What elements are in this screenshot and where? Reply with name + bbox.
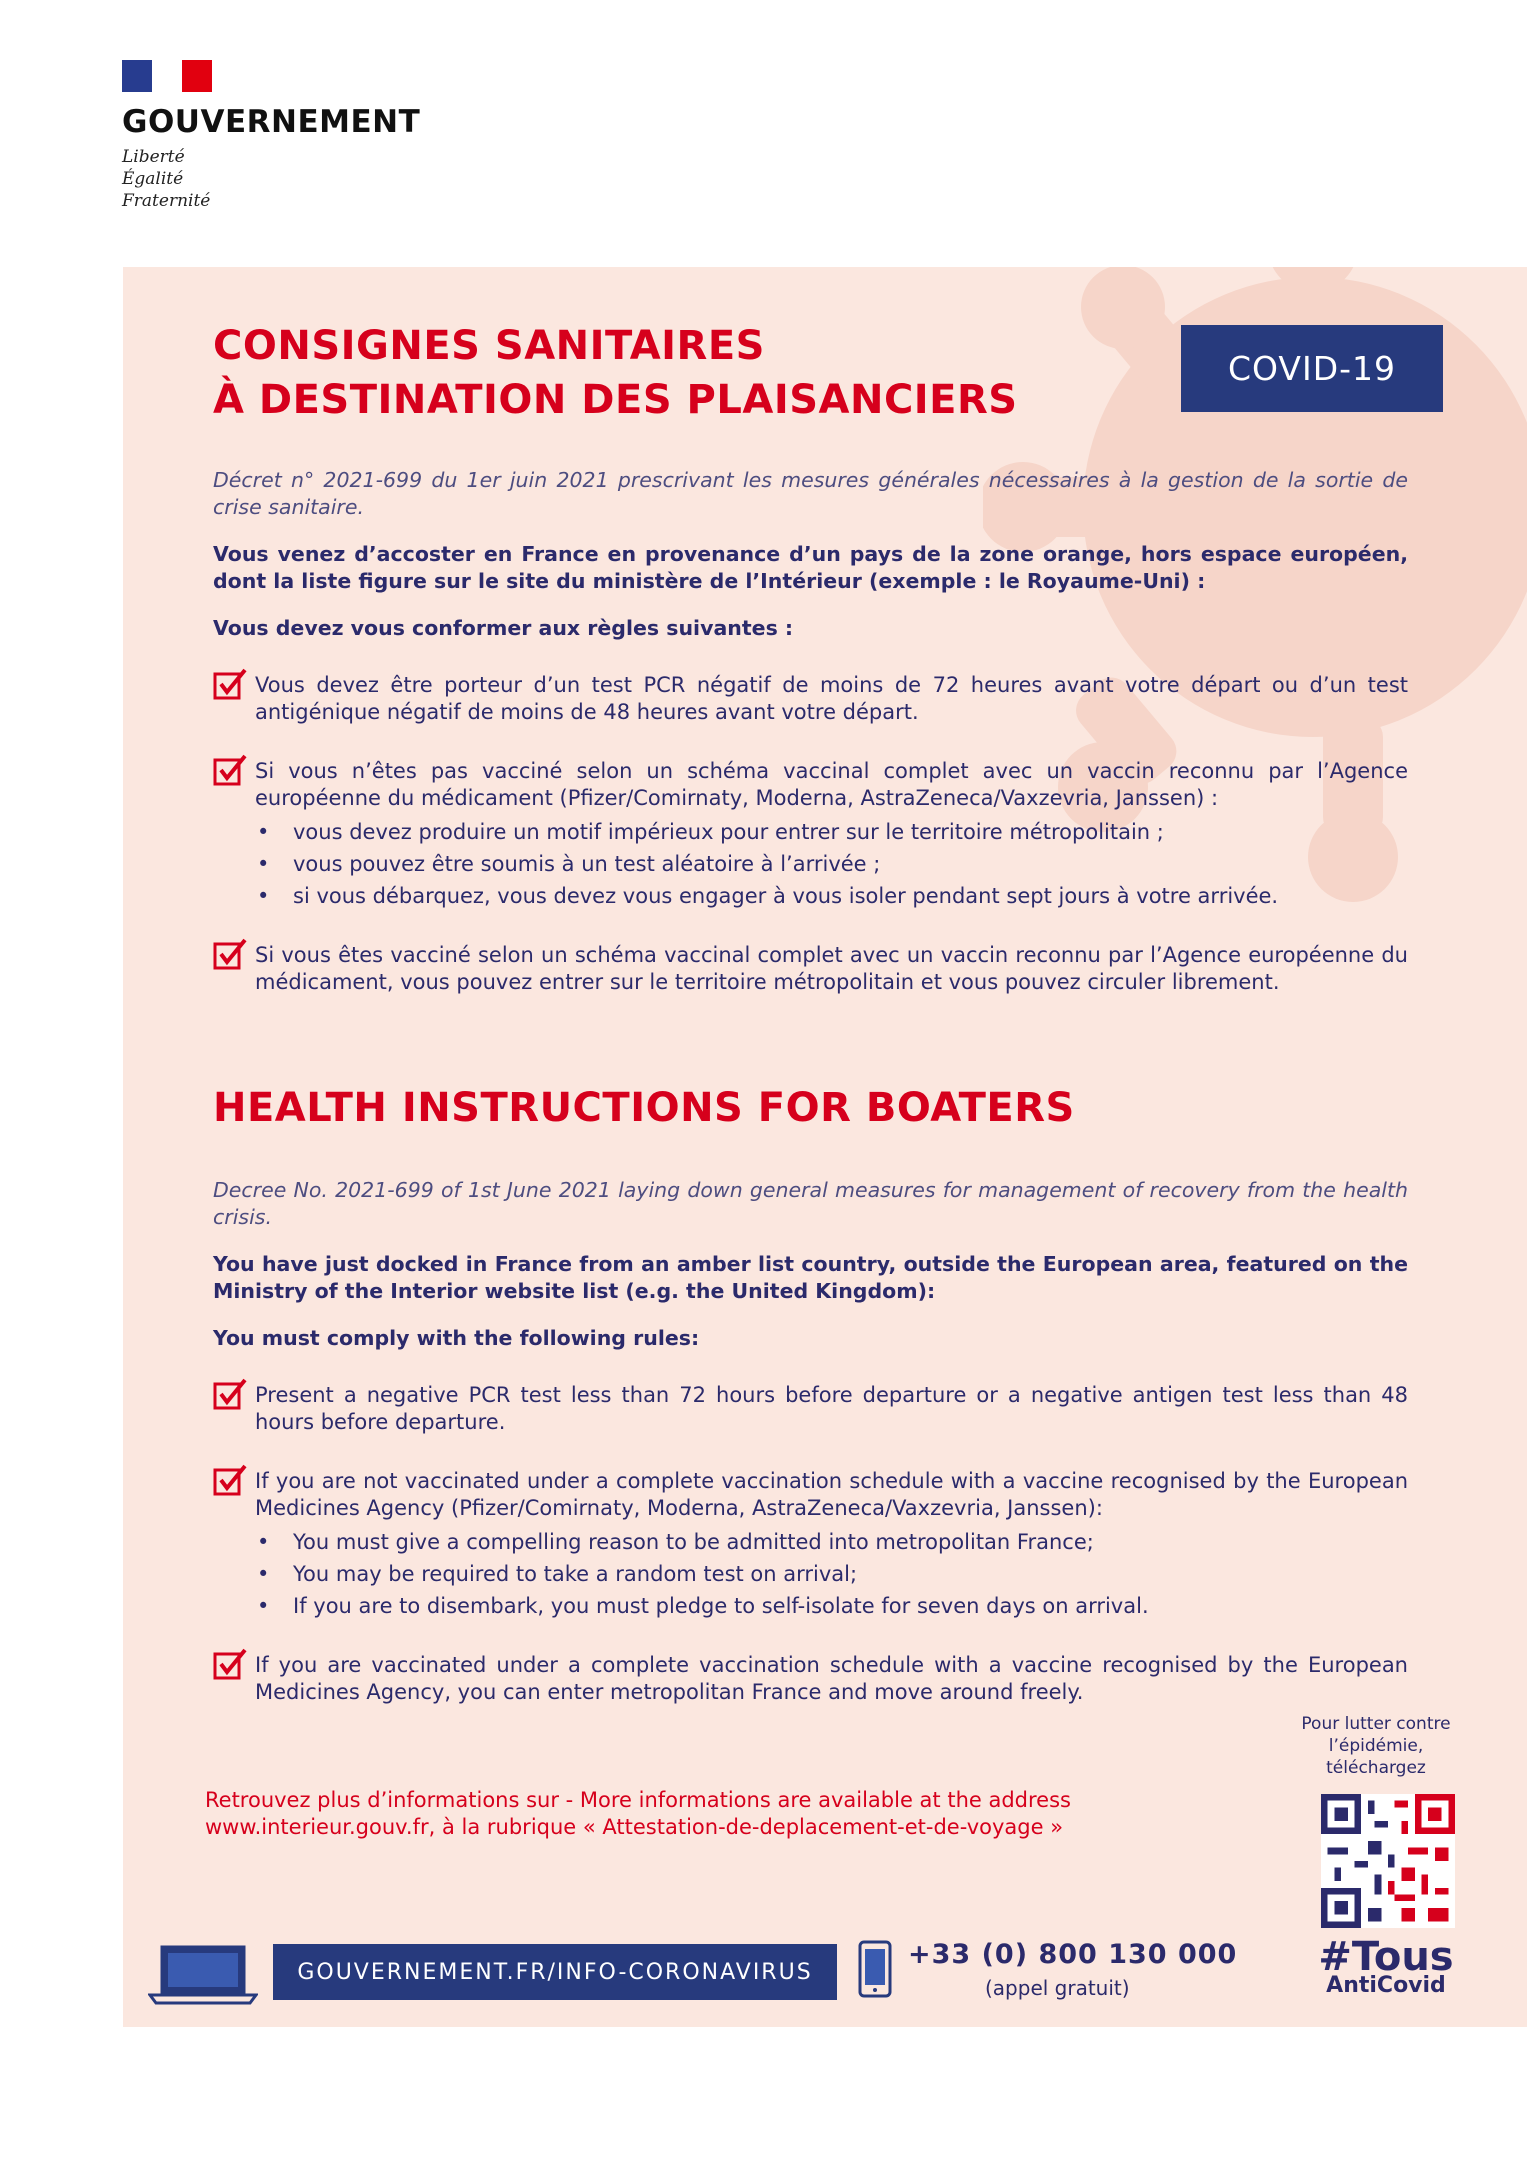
website-link[interactable]: GOUVERNEMENT.FR/INFO-CORONAVIRUS [273, 1944, 837, 2000]
motto-line: Égalité [122, 169, 184, 189]
rule-item [213, 1468, 1408, 1622]
rule-item [213, 942, 1408, 996]
title-fr-line: À DESTINATION DES PLAISANCIERS [213, 377, 1018, 423]
rules-intro-en: You must comply with the following rules: [213, 1326, 700, 1350]
more-info-link[interactable]: www.interieur.gouv.fr, à la rubrique « Attestation-de-deplacement-et-de-voyage » [205, 1815, 1064, 1839]
more-info [205, 1787, 1071, 1841]
bullet-item: • si vous débarquez, vous devez vous engager à vous isoler pendant sept jours à votre arrivée. [255, 880, 1408, 912]
title-fr-line: CONSIGNES SANITAIRES [213, 323, 765, 369]
download-prompt [1301, 1713, 1451, 1779]
motto-line: Fraternité [122, 191, 211, 211]
decree-fr: Décret n° 2021-699 du 1er juin 2021 prescrivant les mesures générales nécessaires à la gestion de la sortie de crise sanitaire. [213, 468, 1408, 519]
tous-logo-text: #Tous [1318, 1934, 1454, 1980]
marianne-flag-icon [122, 60, 212, 92]
motto-line: Liberté [122, 147, 185, 167]
checkbox-checked-icon [213, 1378, 247, 1410]
download-line: Pour lutter contre [1301, 1714, 1451, 1734]
checkbox-checked-icon [213, 668, 247, 700]
lead-fr: Vous venez d’accoster en France en provenance d’un pays de la zone orange, hors espace européen, dont la liste figure sur le site du ministère de l’Intérieur (exemple : le Royaume-Uni) : [213, 542, 1408, 593]
checkbox-checked-icon [213, 1648, 247, 1680]
gov-title: GOUVERNEMENT [122, 104, 421, 140]
en-section [213, 1177, 1408, 1706]
rule-text: Vous devez être porteur d’un test PCR négatif de moins de 72 heures avant votre départ ou d’un test antigénique négatif de moins de 48 heures avant votre départ. [255, 673, 1408, 724]
rule-text: Si vous n’êtes pas vacciné selon un schéma vaccinal complet avec un vaccin reconnu par l’Agence européenne du médicament (Pfizer/Comirnaty, Moderna, AstraZeneca/Vaxzevria, Janssen) : [255, 759, 1408, 810]
more-info-line: Retrouvez plus d’informations sur - More informations are available at the address [205, 1788, 1071, 1812]
rule-text: If you are not vaccinated under a complete vaccination schedule with a vaccine recognised by the European Medicines Agency (Pfizer/Comirnaty, Moderna, AstraZeneca/Vaxzevria, Janssen): [255, 1469, 1408, 1520]
phone-icon [858, 1940, 892, 1998]
bullet-item: • vous devez produire un motif impérieux pour entrer sur le territoire métropolitain ; [255, 816, 1408, 848]
info-panel [123, 267, 1527, 2027]
rule-item [213, 1382, 1408, 1436]
phone-number[interactable]: +33 (0) 800 130 000 [908, 1939, 1238, 1970]
motto [122, 146, 442, 212]
rule-text: Present a negative PCR test less than 72 hours before departure or a negative antigen test less than 48 hours before departure. [255, 1383, 1408, 1434]
rules-intro-fr: Vous devez vous conformer aux règles suivantes : [213, 616, 794, 640]
rule-item [213, 1652, 1408, 1706]
fr-section [213, 467, 1408, 996]
checkbox-checked-icon [213, 938, 247, 970]
bullet-item: • You may be required to take a random test on arrival; [255, 1558, 1408, 1590]
bullet-list [255, 816, 1408, 912]
checkbox-checked-icon [213, 754, 247, 786]
download-line: l’épidémie, [1328, 1736, 1424, 1756]
tous-anticovid-logo [1301, 1934, 1471, 1998]
phone-note: (appel gratuit) [985, 1976, 1130, 2000]
rule-text: Si vous êtes vacciné selon un schéma vaccinal complet avec un vaccin reconnu par l’Agence européenne du médicament, vous pouvez entrer sur le territoire métropolitain et vous pouvez circuler librement. [255, 943, 1408, 994]
bullet-item: • vous pouvez être soumis à un test aléatoire à l’arrivée ; [255, 848, 1408, 880]
rule-text: If you are vaccinated under a complete vaccination schedule with a vaccine recognised by the European Medicines Agency, you can enter metropolitan France and move around freely. [255, 1653, 1408, 1704]
download-line: téléchargez [1326, 1758, 1426, 1778]
bullet-list [255, 1526, 1408, 1622]
rule-item [213, 672, 1408, 726]
government-logo [122, 60, 442, 212]
lead-en: You have just docked in France from an amber list country, outside the European area, featured on the Ministry of the Interior website list (e.g. the United Kingdom): [213, 1252, 1408, 1303]
title-fr [213, 319, 1018, 427]
decree-en: Decree No. 2021-699 of 1st June 2021 laying down general measures for management of recovery from the health crisis. [213, 1178, 1408, 1229]
qr-code-icon[interactable] [1321, 1794, 1455, 1928]
bullet-item: • If you are to disembark, you must pledge to self-isolate for seven days on arrival. [255, 1590, 1408, 1622]
checkbox-checked-icon [213, 1464, 247, 1496]
anticovid-logo-text: AntiCovid [1326, 1973, 1446, 1998]
rule-item [213, 758, 1408, 912]
title-en: HEALTH INSTRUCTIONS FOR BOATERS [213, 1085, 1075, 1131]
laptop-icon [148, 1943, 258, 2005]
bullet-item: • You must give a compelling reason to be admitted into metropolitan France; [255, 1526, 1408, 1558]
covid-badge: COVID-19 [1181, 325, 1443, 412]
